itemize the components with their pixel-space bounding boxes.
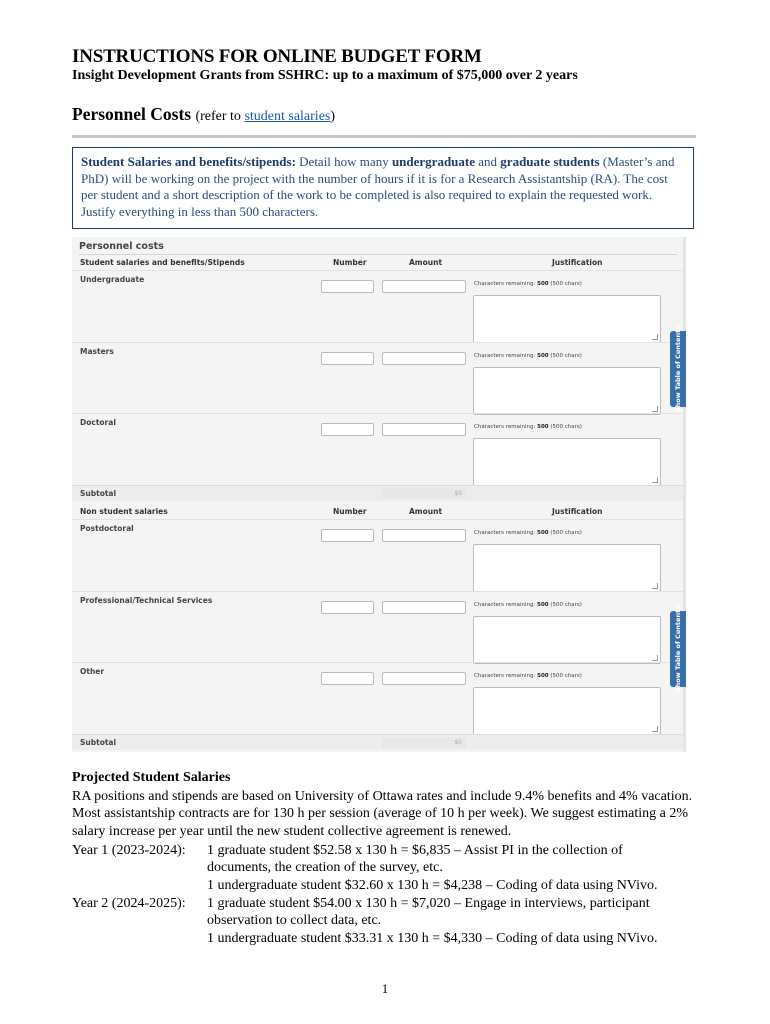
justification-textarea[interactable] [473,544,661,592]
toc-tab-label: Show Table of Contents [674,605,682,693]
number-header: Number [333,258,367,267]
characters-remaining: Characters remaining: 500 (500 chars) [474,424,582,430]
row-label: Undergraduate [80,275,145,284]
characters-remaining: Characters remaining: 500 (500 chars) [474,602,582,608]
year-line: 1 graduate student $54.00 x 130 h = $7,020 – Engage in interviews, participant [207,896,650,911]
document-subtitle: Insight Development Grants from SSHRC: up to a maximum of $75,000 over 2 years [72,68,578,83]
amount-input[interactable] [382,352,466,365]
number-input[interactable] [321,601,374,614]
justification-textarea[interactable] [473,687,661,735]
amount-header: Amount [409,507,443,516]
form-row-professional-technical [72,591,683,662]
row-label: Doctoral [80,418,116,427]
personnel-heading-text: Personnel Costs [72,104,192,124]
row-label: Postdoctoral [80,524,134,533]
student-salaries-callout [72,147,694,229]
form-divider [79,254,677,255]
callout-text: (Master’s and PhD) will be working on the project with the number of hours if it is for a Research Assistantship (RA). The cost per student and a short description of the work to be completed is also required to explain the requested work. Justify everything in less than 500 characters. [81,154,675,219]
year-line: 1 undergraduate student $33.31 x 130 h = $4,330 – Coding of data using NVivo. [207,930,658,946]
callout-undergraduate: undergraduate [391,154,476,169]
number-input[interactable] [321,672,374,685]
subtotal-value: $0 [382,488,466,499]
justification-textarea[interactable] [473,616,661,664]
callout-lead: Student Salaries and benefits/stipends: [81,154,296,169]
projected-salaries-heading: Projected Student Salaries [72,770,231,785]
show-toc-tab[interactable] [670,325,686,413]
justification-textarea[interactable] [473,367,661,415]
non-student-subtotal-row [72,734,683,750]
subtotal-label: Subtotal [80,738,117,747]
callout-text: and [475,154,501,169]
form-row-other [72,662,683,734]
year-line: 1 graduate student $52.58 x 130 h = $6,835 – Assist PI in the collection of [207,843,623,858]
number-input[interactable] [321,529,374,542]
student-category-header: Student salaries and benefits/Stipends [80,258,245,267]
student-section-header [72,257,683,269]
callout-text: Detail how many [295,154,392,169]
justification-header: Justification [552,258,603,267]
non-student-section-header [72,506,683,518]
page-number: 1 [381,981,389,996]
justification-textarea[interactable] [473,438,661,486]
section-divider [72,135,696,138]
document-title: INSTRUCTIONS FOR ONLINE BUDGET FORM [72,46,482,67]
personnel-costs-heading [72,104,335,125]
number-input[interactable] [321,280,374,293]
year-line: 1 undergraduate student $32.60 x 130 h = $4,238 – Coding of data using NVivo. [207,877,658,893]
amount-input[interactable] [382,280,466,293]
row-label: Professional/Technical Services [80,596,213,605]
year-label: Year 1 (2023-2024): [72,843,186,858]
number-header: Number [333,507,367,516]
justification-textarea[interactable] [473,295,661,343]
form-title: Personnel costs [79,241,164,252]
subtotal-label: Subtotal [80,489,117,498]
amount-input[interactable] [382,601,466,614]
row-label: Other [80,667,105,676]
characters-remaining: Characters remaining: 500 (500 chars) [474,281,582,287]
amount-input[interactable] [382,672,466,685]
projected-salaries-paragraph: RA positions and stipends are based on University of Ottawa rates and include 9.4% benefits and 4% vacation. Most assistantship contracts are for 130 h per session (average of 10 h per week). We suggest estimating a 2% salary increase per year until the new student collective agreement is renewed. [72,789,693,839]
amount-header: Amount [409,258,443,267]
justification-header: Justification [552,507,603,516]
number-input[interactable] [321,352,374,365]
show-toc-tab[interactable] [670,605,686,693]
year-line: observation to collect data, etc. [207,913,382,929]
form-row-masters [72,342,683,413]
form-row-undergraduate [72,270,683,342]
row-label: Masters [80,347,114,356]
characters-remaining: Characters remaining: 500 (500 chars) [474,673,582,679]
refer-prefix: (refer to [195,109,245,124]
amount-input[interactable] [382,423,466,436]
characters-remaining: Characters remaining: 500 (500 chars) [474,530,582,536]
characters-remaining: Characters remaining: 500 (500 chars) [474,353,582,359]
year-line: documents, the creation of the survey, etc. [207,860,443,876]
non-student-category-header: Non student salaries [80,507,168,516]
subtotal-value: $0 [382,737,466,748]
student-subtotal-row [72,485,683,501]
student-salaries-link[interactable]: student salaries [244,109,331,124]
form-row-doctoral [72,413,683,485]
amount-input[interactable] [382,529,466,542]
toc-tab-label: Show Table of Contents [674,325,682,413]
form-row-postdoctoral [72,519,683,591]
callout-graduate: graduate students [500,154,600,169]
number-input[interactable] [321,423,374,436]
budget-form-screenshot [72,237,686,752]
year-label: Year 2 (2024-2025): [72,896,186,911]
refer-suffix: ) [330,109,336,124]
